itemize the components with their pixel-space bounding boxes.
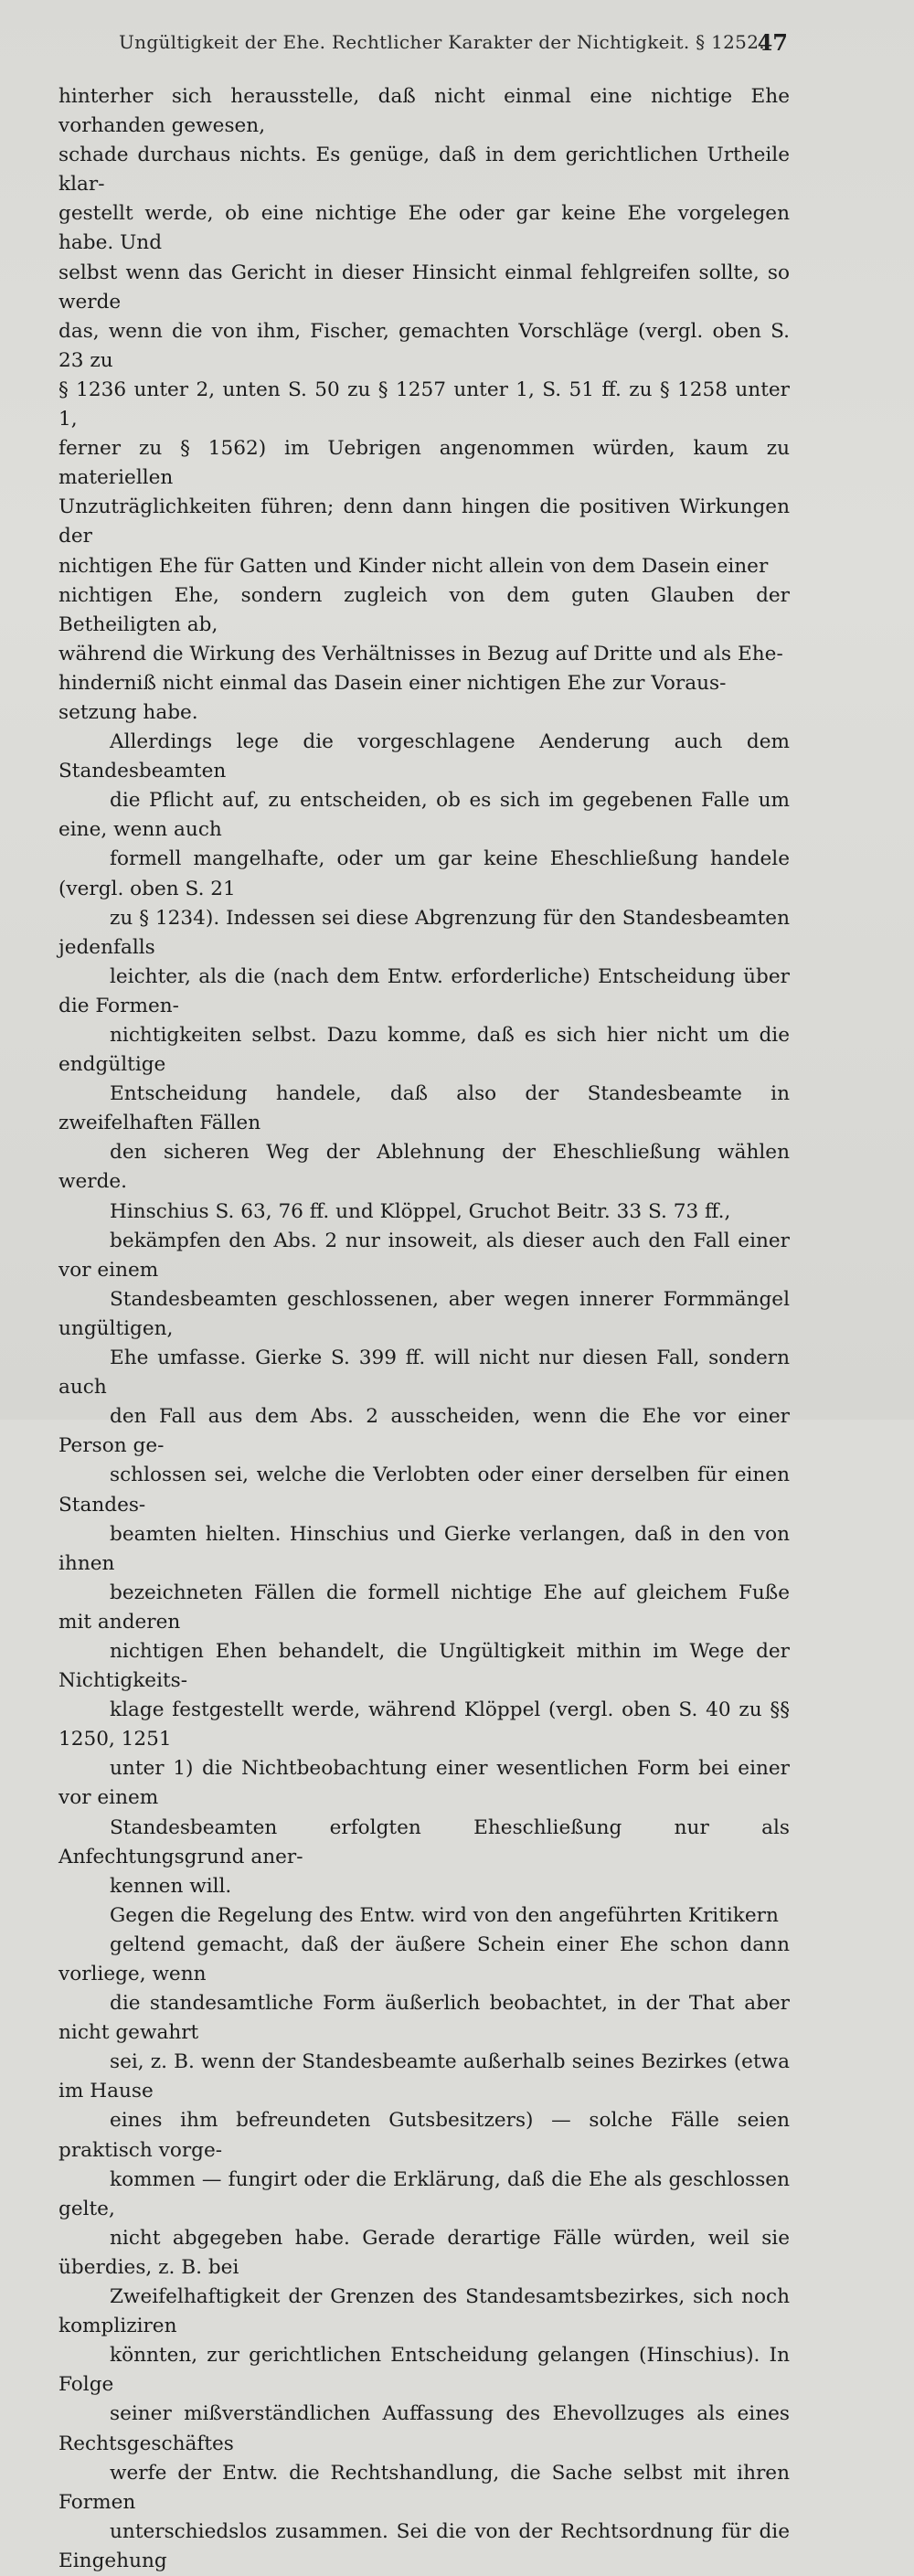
text-line: unterschiedslos zusammen. Sei die von der Rechtsordnung für die Eingehung [58, 2519, 790, 2572]
text-line: beamten hielten. Hinschius und Gierke verlangen, daß in den von ihnen [58, 1522, 790, 1575]
text-line: Allerdings lege die vorgeschlagene Aenderung auch dem Standesbeamten [58, 730, 790, 783]
text-line: nicht abgegeben habe. Gerade derartige Fälle würden, weil sie überdies, z. B. bei [58, 2226, 790, 2279]
text-line: hinterher sich herausstelle, daß nicht einmal eine nichtige Ehe vorhanden gewesen, [58, 85, 790, 138]
text-line: formell mangelhafte, oder um gar keine Eheschließung handele (vergl. oben S. 21 [58, 847, 790, 900]
text-line: seiner mißverständlichen Auffassung des Ehevollzuges als eines Rechtsgeschäftes [58, 2402, 790, 2455]
page-number: 47 [757, 29, 788, 56]
text-line: während die Wirkung des Verhältnisses in Bezug auf Dritte und als Ehe- [58, 642, 783, 665]
text-line: leichter, als die (nach dem Entw. erforderliche) Entscheidung über die Formen- [58, 964, 790, 1017]
text-line: werfe der Entw. die Rechtshandlung, die Sache selbst mit ihren Formen [58, 2461, 790, 2514]
text-line: zu § 1234). Indessen sei diese Abgrenzung für den Standesbeamten jedenfalls [58, 906, 790, 959]
text-line: die standesamtliche Form äußerlich beobachtet, in der That aber nicht gewahrt [58, 1992, 790, 2045]
text-line: Unzuträglichkeiten führen; denn dann hingen die positiven Wirkungen der [58, 495, 790, 548]
paragraph [58, 728, 790, 1198]
text-line: die Pflicht auf, zu entscheiden, ob es sich im gegebenen Falle um eine, wenn auch [58, 789, 790, 842]
text-line: nichtigen Ehen behandelt, die Ungültigkeit mithin im Wege der Nichtigkeits- [58, 1639, 790, 1693]
text-line: § 1236 unter 2, unten S. 50 zu § 1257 unter 1, S. 51 ff. zu § 1258 unter 1, [58, 378, 790, 431]
text-line: nichtigen Ehe, sondern zugleich von dem guten Glauben der Betheiligten ab, [58, 583, 790, 636]
text-line: Entscheidung handele, daß also der Standesbeamte in zweifelhaften Fällen [58, 1082, 790, 1135]
text-line: schade durchaus nichts. Es genüge, daß in dem gerichtlichen Urtheile klar- [58, 144, 790, 197]
text-line: ferner zu § 1562) im Uebrigen angenommen würden, kaum zu materiellen [58, 437, 790, 490]
text-line: Zweifelhaftigkeit der Grenzen des Standesamtsbezirkes, sich noch kompliziren [58, 2285, 790, 2338]
text-line: nichtigkeiten selbst. Dazu komme, daß es sich hier nicht um die endgültige [58, 1024, 790, 1077]
text-line: Standesbeamten erfolgten Eheschließung nur als Anfechtungsgrund aner- [58, 1815, 790, 1868]
paragraph [58, 1198, 790, 1901]
text-line: hinderniß nicht einmal das Dasein einer nichtigen Ehe zur Voraus- [58, 671, 727, 695]
text-line: unter 1) die Nichtbeobachtung einer wesentlichen Form bei einer vor einem [58, 1757, 790, 1810]
text-line: kommen — fungirt oder die Erklärung, daß die Ehe als geschlossen gelte, [58, 2167, 790, 2220]
running-header: Ungültigkeit der Ehe. Rechtlicher Karakter der Nichtigkeit. § 1252. [119, 31, 765, 53]
text-line: den Fall aus dem Abs. 2 ausscheiden, wenn die Ehe vor einer Person ge- [58, 1405, 790, 1458]
text-line: Ehe umfasse. Gierke S. 399 ff. will nicht nur diesen Fall, sondern auch [58, 1347, 790, 1400]
text-line: Gegen die Regelung des Entw. wird von den angeführten Kritikern [110, 1903, 779, 1927]
text-line: geltend gemacht, daß der äußere Schein einer Ehe schon dann vorliege, wenn [58, 1932, 790, 1985]
text-line: bekämpfen den Abs. 2 nur insoweit, als dieser auch den Fall einer vor einem [58, 1229, 790, 1282]
text-line: kennen will. [110, 1874, 232, 1898]
text-line: nichtigen Ehe für Gatten und Kinder nicht allein von dem Dasein einer [58, 554, 769, 578]
text-line: gestellt werde, ob eine nichtige Ehe oder gar keine Ehe vorgelegen habe. Und [58, 202, 790, 255]
text-line: eines ihm befreundeten Gutsbesitzers) — solche Fälle seien praktisch vorge- [58, 2109, 790, 2162]
text-line: schlossen sei, welche die Verlobten oder einer derselben für einen Standes- [58, 1464, 790, 1517]
text-line: setzung habe. [58, 700, 198, 724]
text-line: könnten, zur gerichtlichen Entscheidung gelangen (Hinschius). In Folge [58, 2344, 790, 2397]
text-line: Standesbeamten geschlossenen, aber wegen innerer Formmängel ungültigen, [58, 1287, 790, 1340]
text-line: das, wenn die von ihm, Fischer, gemachten Vorschläge (vergl. oben S. 23 zu [58, 319, 790, 372]
text-line: selbst wenn das Gericht in dieser Hinsicht einmal fehlgreifen sollte, so werde [58, 261, 790, 314]
text-line: klage festgestellt werde, während Klöppel (vergl. oben S. 40 zu §§ 1250, 1251 [58, 1698, 790, 1751]
body-text [58, 82, 790, 2576]
text-line: Hinschius S. 63, 76 ff. und Klöppel, Gruchot Beitr. 33 S. 73 ff., [110, 1199, 731, 1223]
text-line: bezeichneten Fällen die formell nichtige Ehe auf gleichem Fuße mit anderen [58, 1581, 790, 1634]
paragraph [58, 82, 790, 728]
paragraph [58, 1901, 790, 2576]
text-line: sei, z. B. wenn der Standesbeamte außerhalb seines Bezirkes (etwa im Hause [58, 2050, 790, 2103]
text-line: den sicheren Weg der Ablehnung der Eheschließung wählen werde. [58, 1141, 790, 1194]
